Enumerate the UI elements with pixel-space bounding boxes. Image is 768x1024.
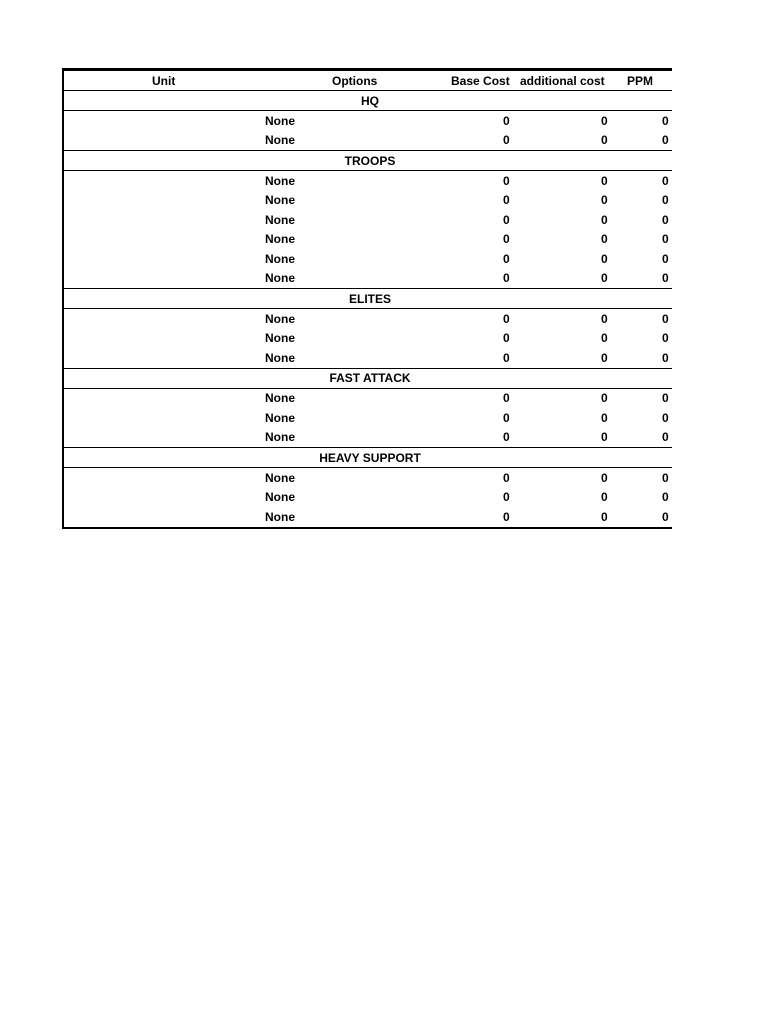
additional-cost-cell: 0 <box>601 509 608 524</box>
table-row <box>64 131 672 151</box>
sections-container <box>64 90 672 527</box>
table-row <box>64 171 672 191</box>
base-cost-cell: 0 <box>503 173 510 188</box>
additional-cost-cell: 0 <box>601 410 608 425</box>
additional-cost-cell: 0 <box>601 430 608 445</box>
option-cell: None <box>265 271 295 286</box>
option-cell: None <box>265 331 295 346</box>
base-cost-cell: 0 <box>503 350 510 365</box>
additional-cost-cell: 0 <box>601 311 608 326</box>
ppm-cell: 0 <box>662 251 669 266</box>
table-row <box>64 389 672 409</box>
option-cell: None <box>265 410 295 425</box>
column-header-base-cost: Base Cost <box>451 73 510 88</box>
column-header-ppm: PPM <box>627 73 654 88</box>
ppm-cell: 0 <box>662 271 669 286</box>
option-cell: None <box>265 212 295 227</box>
base-cost-cell: 0 <box>503 430 510 445</box>
additional-cost-cell: 0 <box>601 113 608 128</box>
base-cost-cell: 0 <box>503 212 510 227</box>
ppm-cell: 0 <box>662 193 669 208</box>
base-cost-cell: 0 <box>503 251 510 266</box>
table-row <box>64 468 672 488</box>
option-cell: None <box>265 133 295 148</box>
base-cost-cell: 0 <box>503 193 510 208</box>
ppm-cell: 0 <box>662 113 669 128</box>
option-cell: None <box>265 113 295 128</box>
ppm-cell: 0 <box>662 391 669 406</box>
additional-cost-cell: 0 <box>601 271 608 286</box>
base-cost-cell: 0 <box>503 331 510 346</box>
army-cost-sheet <box>62 68 672 529</box>
option-cell: None <box>265 470 295 485</box>
table-row <box>64 309 672 329</box>
table-row <box>64 348 672 368</box>
option-cell: None <box>265 430 295 445</box>
table-row <box>64 507 672 527</box>
section-header <box>64 368 672 389</box>
ppm-cell: 0 <box>662 410 669 425</box>
ppm-cell: 0 <box>662 173 669 188</box>
additional-cost-cell: 0 <box>601 212 608 227</box>
section-header <box>64 447 672 468</box>
option-cell: None <box>265 232 295 247</box>
base-cost-cell: 0 <box>503 311 510 326</box>
table-row <box>64 191 672 211</box>
option-cell: None <box>265 490 295 505</box>
base-cost-cell: 0 <box>503 271 510 286</box>
base-cost-cell: 0 <box>503 490 510 505</box>
ppm-cell: 0 <box>662 509 669 524</box>
section-title: HEAVY SUPPORT <box>319 450 421 465</box>
section-header <box>64 288 672 309</box>
ppm-cell: 0 <box>662 232 669 247</box>
table-row <box>64 269 672 289</box>
table-row <box>64 249 672 269</box>
base-cost-cell: 0 <box>503 391 510 406</box>
ppm-cell: 0 <box>662 331 669 346</box>
ppm-cell: 0 <box>662 430 669 445</box>
section-title: FAST ATTACK <box>329 371 411 385</box>
additional-cost-cell: 0 <box>601 251 608 266</box>
additional-cost-cell: 0 <box>601 232 608 247</box>
additional-cost-cell: 0 <box>601 133 608 148</box>
section-header <box>64 150 672 171</box>
ppm-cell: 0 <box>662 470 669 485</box>
base-cost-cell: 0 <box>503 470 510 485</box>
table-row <box>64 488 672 508</box>
column-header-additional-cost: additional cost <box>520 73 605 88</box>
table-row <box>64 210 672 230</box>
section-header <box>64 90 672 111</box>
base-cost-cell: 0 <box>503 113 510 128</box>
section-title: HQ <box>361 93 379 108</box>
ppm-cell: 0 <box>662 212 669 227</box>
option-cell: None <box>265 509 295 524</box>
option-cell: None <box>265 193 295 208</box>
ppm-cell: 0 <box>662 133 669 148</box>
section-title: ELITES <box>348 291 391 306</box>
option-cell: None <box>265 350 295 365</box>
additional-cost-cell: 0 <box>601 193 608 208</box>
base-cost-cell: 0 <box>503 133 510 148</box>
additional-cost-cell: 0 <box>601 470 608 485</box>
column-header-row <box>64 71 672 90</box>
option-cell: None <box>265 173 295 188</box>
table-row <box>64 111 672 131</box>
table-row <box>64 428 672 448</box>
option-cell: None <box>265 391 295 406</box>
table-row <box>64 329 672 349</box>
base-cost-cell: 0 <box>503 509 510 524</box>
section-title: TROOPS <box>344 153 396 168</box>
option-cell: None <box>265 251 295 266</box>
additional-cost-cell: 0 <box>601 490 608 505</box>
additional-cost-cell: 0 <box>601 391 608 406</box>
base-cost-cell: 0 <box>503 410 510 425</box>
base-cost-cell: 0 <box>503 232 510 247</box>
table-row <box>64 230 672 250</box>
ppm-cell: 0 <box>662 490 669 505</box>
option-cell: None <box>265 311 295 326</box>
column-header-unit: Unit <box>152 73 176 88</box>
additional-cost-cell: 0 <box>601 350 608 365</box>
ppm-cell: 0 <box>662 350 669 365</box>
additional-cost-cell: 0 <box>601 173 608 188</box>
additional-cost-cell: 0 <box>601 331 608 346</box>
column-header-options: Options <box>332 73 378 88</box>
table-row <box>64 408 672 428</box>
ppm-cell: 0 <box>662 311 669 326</box>
